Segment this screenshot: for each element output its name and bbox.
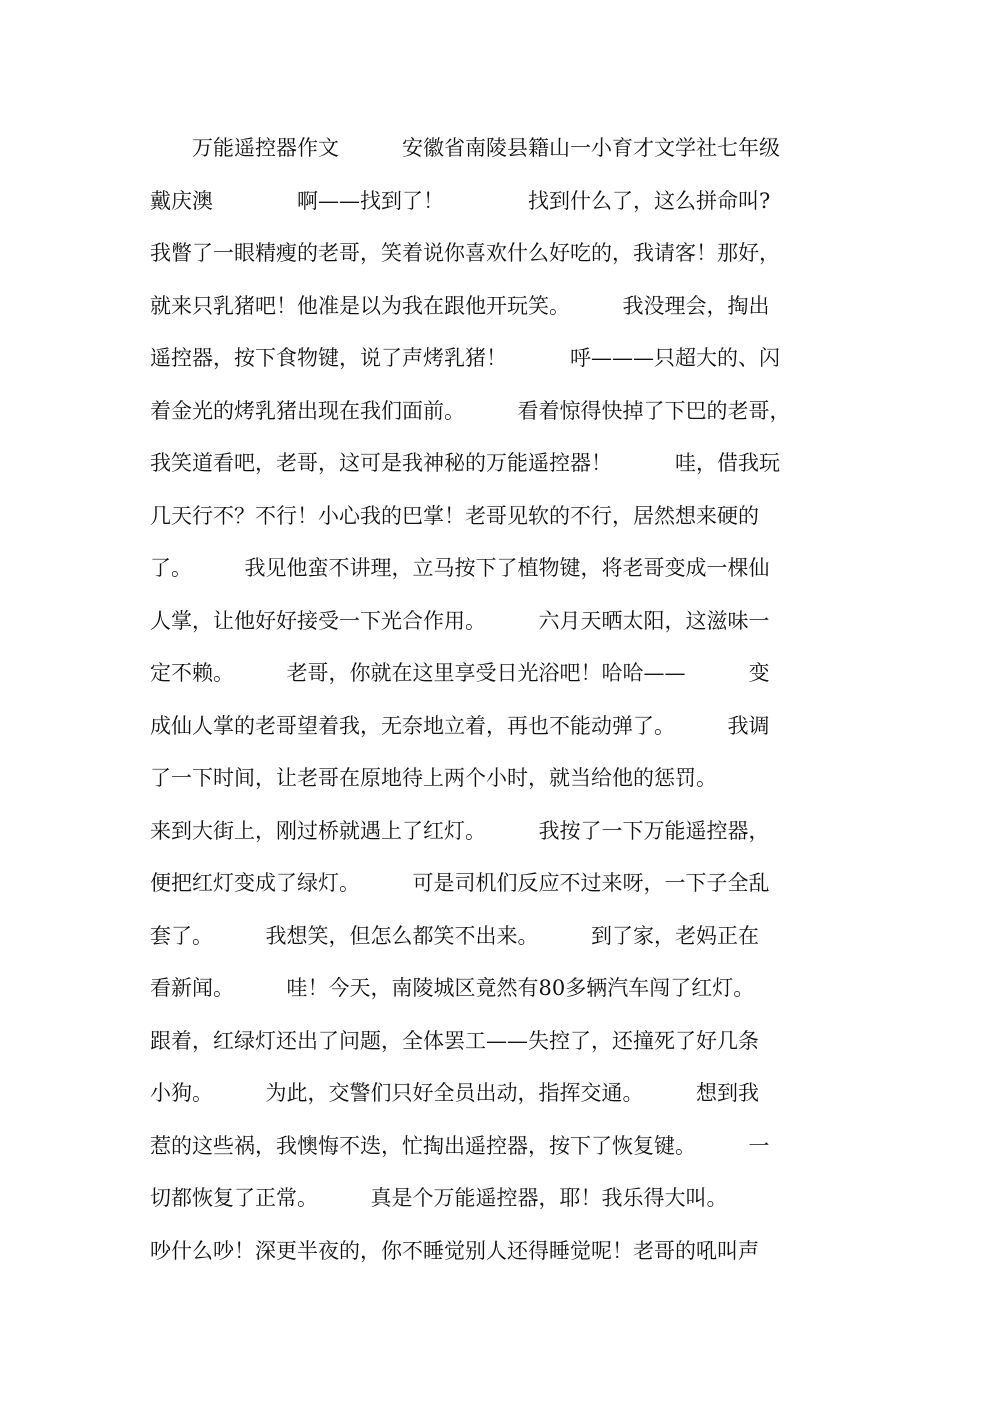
text-line-9-content: 了。 我见他蛮不讲理，立马按下了植物键，将老哥变成一棵仙	[150, 556, 770, 580]
text-line-18-content: 跟着，红绿灯还出了问题，全体罢工——失控了，还撞死了好几条	[150, 1028, 759, 1053]
text-line-11-content: 定不赖。 老哥，你就在这里享受日光浴吧！哈哈—— 变	[150, 661, 770, 685]
text-line-14	[150, 805, 850, 858]
text-line-20	[150, 1120, 850, 1173]
text-line-1-content: 万能遥控器作文 安徽省南陵县籍山一小育才文学社七年级	[150, 136, 780, 160]
essay-body	[150, 122, 850, 1277]
text-line-10	[150, 595, 850, 648]
text-line-15	[150, 857, 850, 910]
text-line-12-content: 成仙人掌的老哥望着我，无奈地立着，再也不能动弹了。 我调	[150, 713, 770, 738]
text-line-5	[150, 332, 850, 385]
text-line-4	[150, 280, 850, 333]
text-line-4-content: 就来只乳猪吧！他准是以为我在跟他开玩笑。 我没理会，掏出	[150, 293, 770, 318]
text-line-8	[150, 490, 850, 543]
text-line-13-content: 了一下时间，让老哥在原地待上两个小时，就当给他的惩罚。	[150, 766, 717, 790]
text-line-18	[150, 1015, 850, 1068]
text-line-2	[150, 175, 850, 228]
text-line-1	[150, 122, 850, 175]
text-line-19	[150, 1067, 850, 1120]
text-line-22	[150, 1225, 850, 1278]
text-line-14-content: 来到大街上，刚过桥就遇上了红灯。 我按了一下万能遥控器，	[150, 818, 770, 843]
text-line-17-content: 看新闻。 哇！今天，南陵城区竟然有80多辆汽车闯了红灯。	[150, 976, 755, 1000]
text-line-16-content: 套了。 我想笑，但怎么都笑不出来。 到了家，老妈正在	[150, 923, 759, 948]
text-line-10-content: 人掌，让他好好接受一下光合作用。 六月天晒太阳，这滋味一	[150, 608, 770, 633]
text-line-6-content: 着金光的烤乳猪出现在我们面前。 看着惊得快掉了下巴的老哥，	[150, 398, 791, 423]
text-line-21	[150, 1172, 850, 1225]
text-line-8-content: 几天行不？不行！小心我的巴掌！老哥见软的不行，居然想来硬的	[150, 503, 759, 528]
text-line-5-content: 遥控器，按下食物键，说了声烤乳猪！ 呼———只超大的、闪	[150, 346, 780, 370]
text-line-21-content: 切都恢复了正常。 真是个万能遥控器，耶！我乐得大叫。	[150, 1186, 728, 1210]
text-line-9	[150, 542, 850, 595]
text-line-12	[150, 700, 850, 753]
text-line-20-content: 惹的这些祸，我懊悔不迭，忙掏出遥控器，按下了恢复键。 一	[150, 1133, 770, 1158]
text-line-6	[150, 385, 850, 438]
text-line-22-content: 吵什么吵！深更半夜的，你不睡觉别人还得睡觉呢！老哥的吼叫声	[150, 1238, 759, 1263]
text-line-7-content: 我笑道看吧，老哥，这可是我神秘的万能遥控器！ 哇，借我玩	[150, 451, 780, 475]
text-line-17	[150, 962, 850, 1015]
text-line-3-content: 我瞥了一眼精瘦的老哥，笑着说你喜欢什么好吃的，我请客！那好，	[150, 241, 780, 265]
text-line-13	[150, 752, 850, 805]
text-line-3	[150, 227, 850, 280]
text-line-15-content: 便把红灯变成了绿灯。 可是司机们反应不过来呀，一下子全乱	[150, 871, 770, 895]
text-line-7	[150, 437, 850, 490]
text-line-16	[150, 910, 850, 963]
text-line-2-content: 戴庆澳 啊——找到了！ 找到什么了，这么拼命叫?	[150, 188, 771, 213]
text-line-19-content: 小狗。 为此，交警们只好全员出动，指挥交通。 想到我	[150, 1081, 759, 1105]
text-line-11	[150, 647, 850, 700]
